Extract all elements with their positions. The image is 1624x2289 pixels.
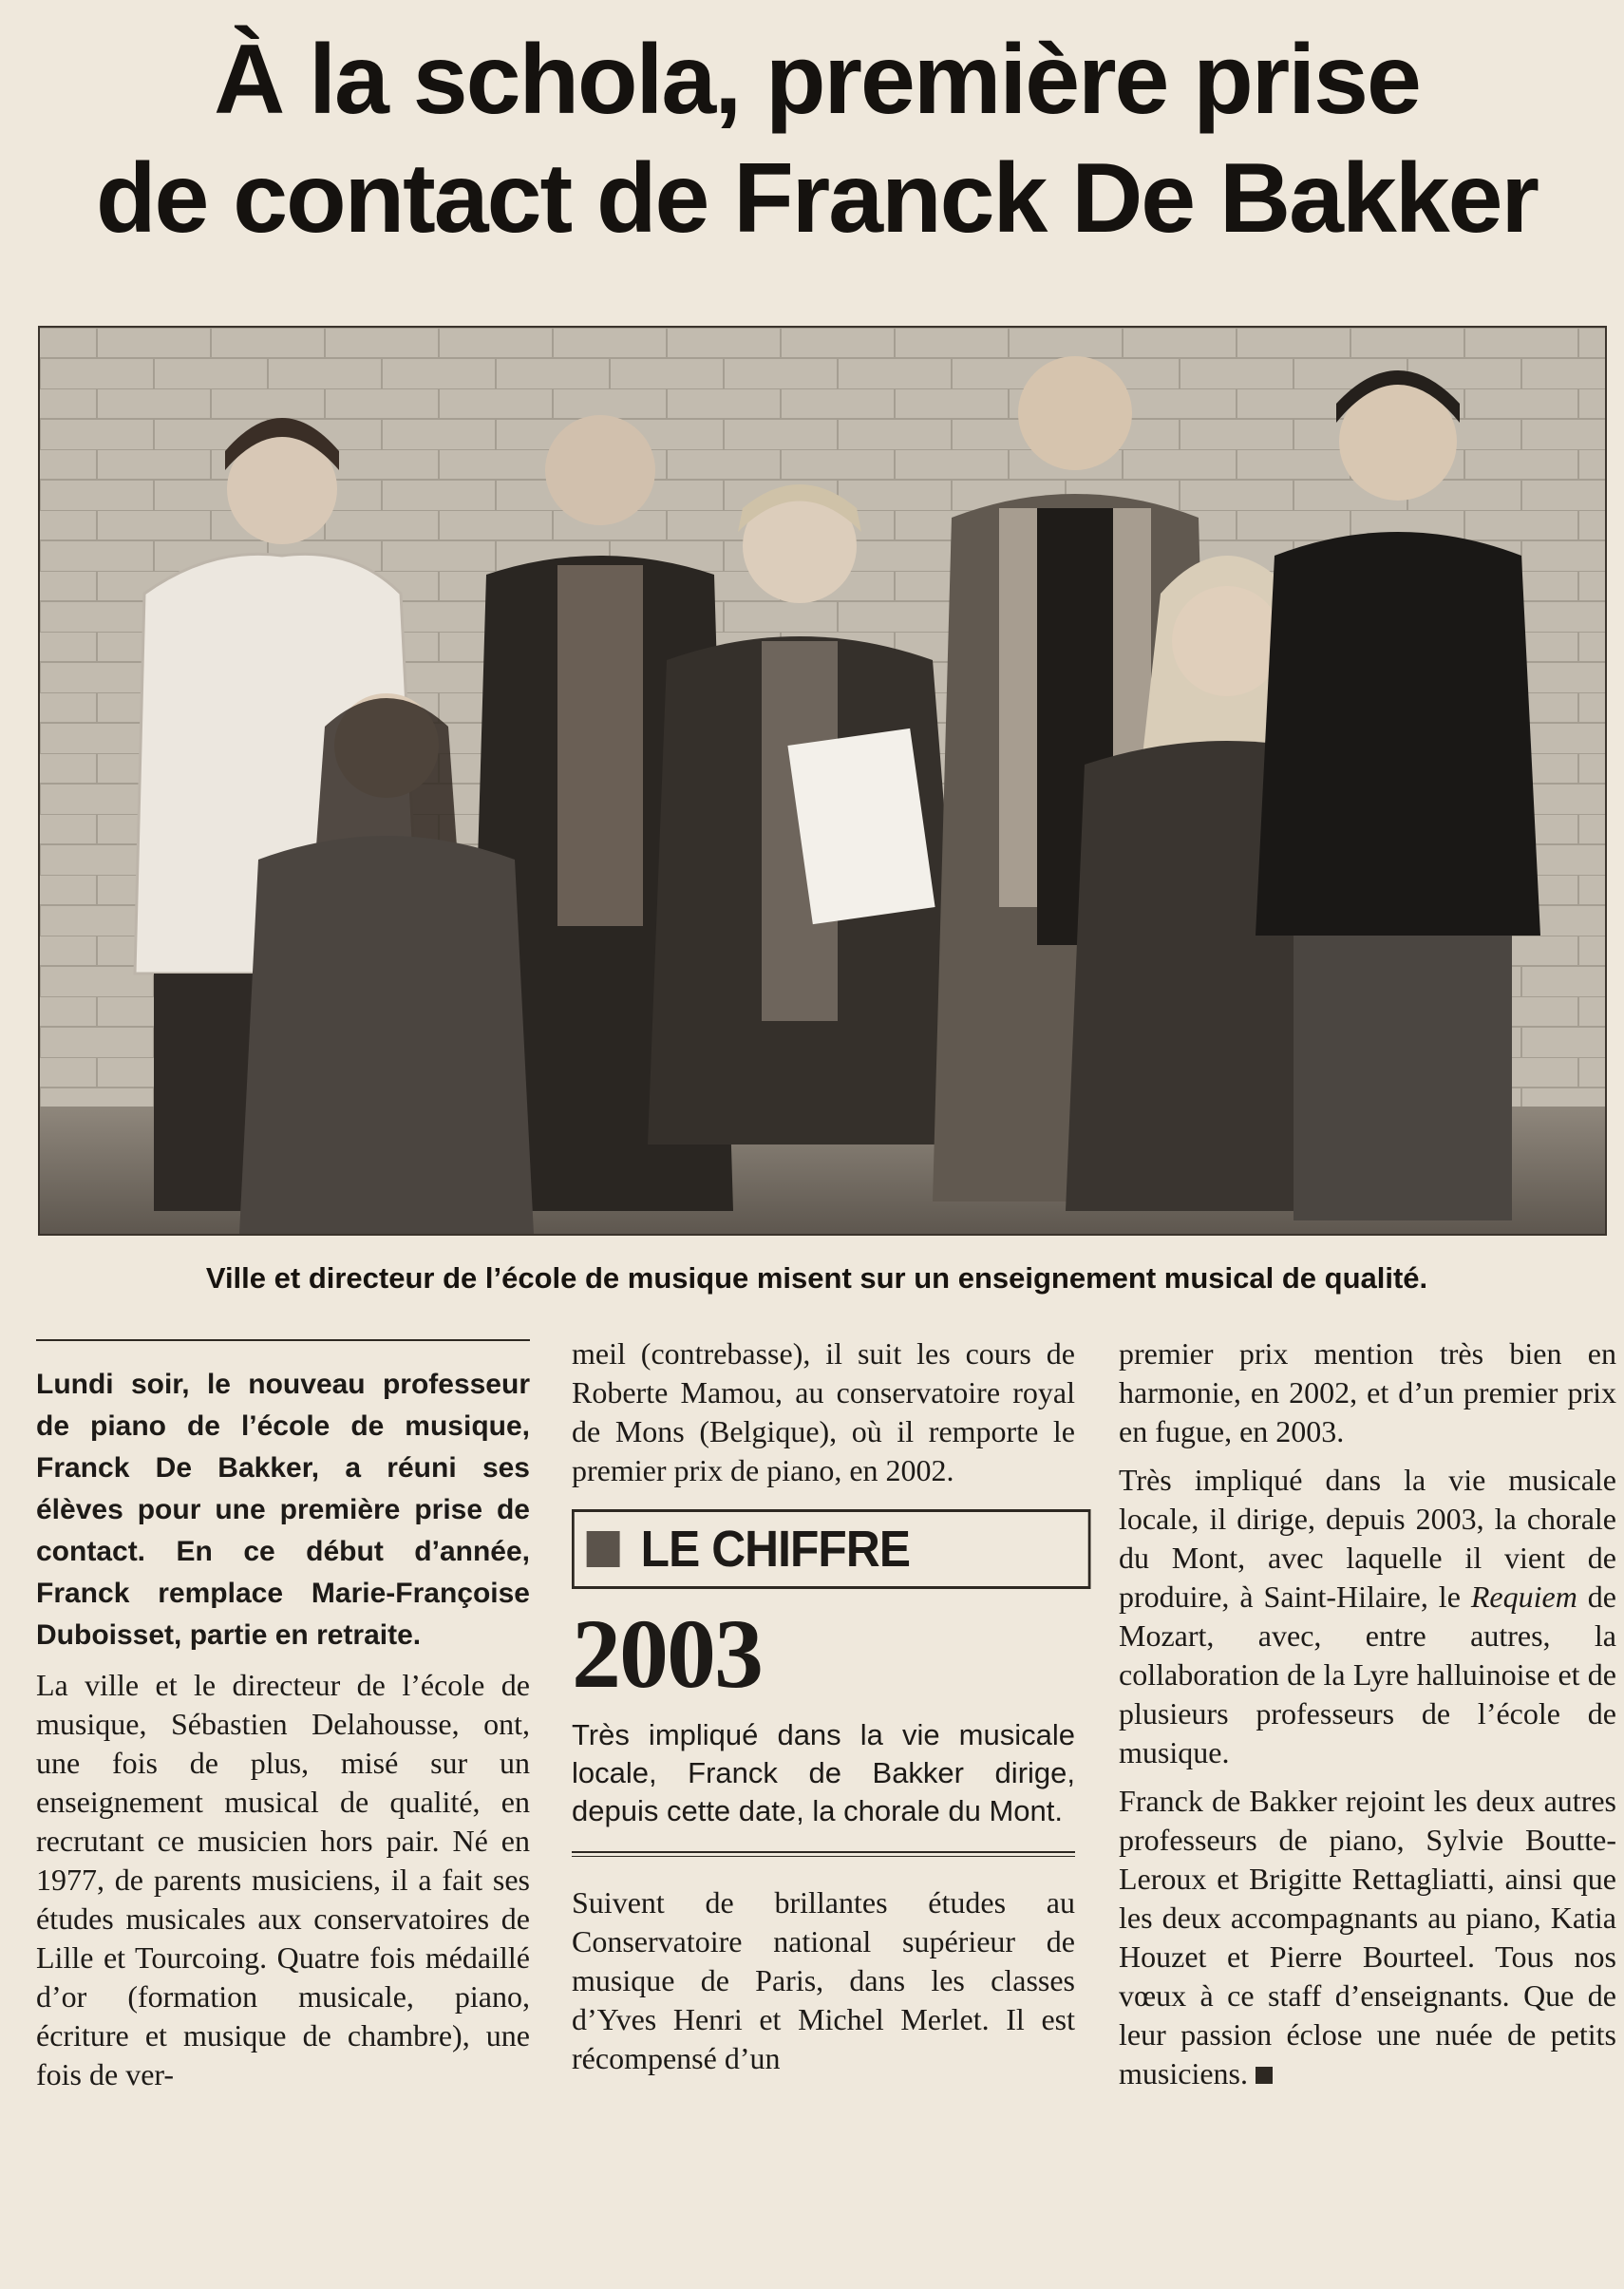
column-2 [572, 1334, 1075, 2088]
chiffre-label: LE CHIFFRE [640, 1521, 911, 1578]
lead-paragraph: Lundi soir, le nouveau professeur de piano de l’école de musique, Franck De Bakker, a réuni ses élèves pour une première prise de contact. En ce début d’année, Franck remplace Marie-Françoise Duboisset, partie en retraite. [36, 1369, 530, 1651]
group-photo [38, 326, 1607, 1236]
body-paragraph-6-text: Franck de Bakker rejoint les deux autres professeurs de piano, Sylvie Boutte-Leroux et Brigitte Rettagliatti, ainsi que les deux accompagnants au piano, Katia Houzet et Pierre Bourteel. Tous nos vœux à ce staff d’enseignants. Que de leur passion éclose une nuée de petits musiciens. [1119, 1784, 1616, 2090]
chiffre-text: Très impliqué dans la vie musicale locale, Franck de Bakker dirige, depuis cette date, la chorale du Mont. [572, 1718, 1075, 1827]
column-3 [1119, 1334, 1616, 2103]
body-paragraph-6 [1119, 1782, 1616, 2093]
chiffre-divider [572, 1851, 1075, 1857]
requiem-title: Requiem [1470, 1580, 1577, 1614]
end-mark-icon [1256, 2067, 1273, 2084]
column-1 [36, 1334, 530, 2104]
column-1-top-rule [36, 1339, 530, 1341]
photo-caption: Ville et directeur de l’école de musique misent sur un enseignement musical de qualité. [205, 1261, 1428, 1295]
body-paragraph-2: meil (contrebasse), il suit les cours de Roberte Mamou, au conservatoire royal de Mons (Belgique), où il remporte le premier prix de piano, en 2002. [572, 1336, 1075, 1487]
headline [38, 21, 1596, 258]
body-paragraph-3: Suivent de brillantes études au Conservatoire national supérieur de musique de Paris, dans les classes d’Yves Henri et Michel Merlet. Il est récompensé d’un [572, 1885, 1075, 2075]
headline-line-2: de contact de Franck De Bakker [96, 143, 1538, 254]
square-bullet-icon [587, 1531, 620, 1567]
body-paragraph-5-part-2: de Mozart, avec, entre autres, la collaboration de la Lyre halluinoise et de plusieurs professeurs de l’école de musique. [1119, 1580, 1617, 1769]
body-paragraph-5 [1119, 1461, 1616, 1772]
body-paragraph-1: La ville et le directeur de l’école de musique, Sébastien Delahousse, ont, une fois de plus, misé sur un enseignement musical de qualité, en recrutant ce musicien hors pair. Né en 1977, de parents musiciens, il a fait ses études musicales aux conservatoires de Lille et Tourcoing. Quatre fois médaillé d’or (formation musicale, piano, écriture et musique de chambre), une fois de ver- [36, 1668, 530, 2091]
group-photo-illustration [40, 328, 1605, 1234]
chiffre-heading-box [572, 1509, 1090, 1589]
body-paragraph-5-part-1: Très impliqué dans la vie musicale locale, il dirige, depuis 2003, la chorale du Mont, avec laquelle il vient de produire, à Saint-Hilaire, le [1119, 1463, 1616, 1614]
headline-line-1: À la schola, première prise [214, 25, 1420, 135]
body-paragraph-4: premier prix mention très bien en harmonie, en 2002, et d’un premier prix en fugue, en 2003. [1119, 1336, 1616, 1448]
chiffre-number: 2003 [572, 1599, 762, 1709]
